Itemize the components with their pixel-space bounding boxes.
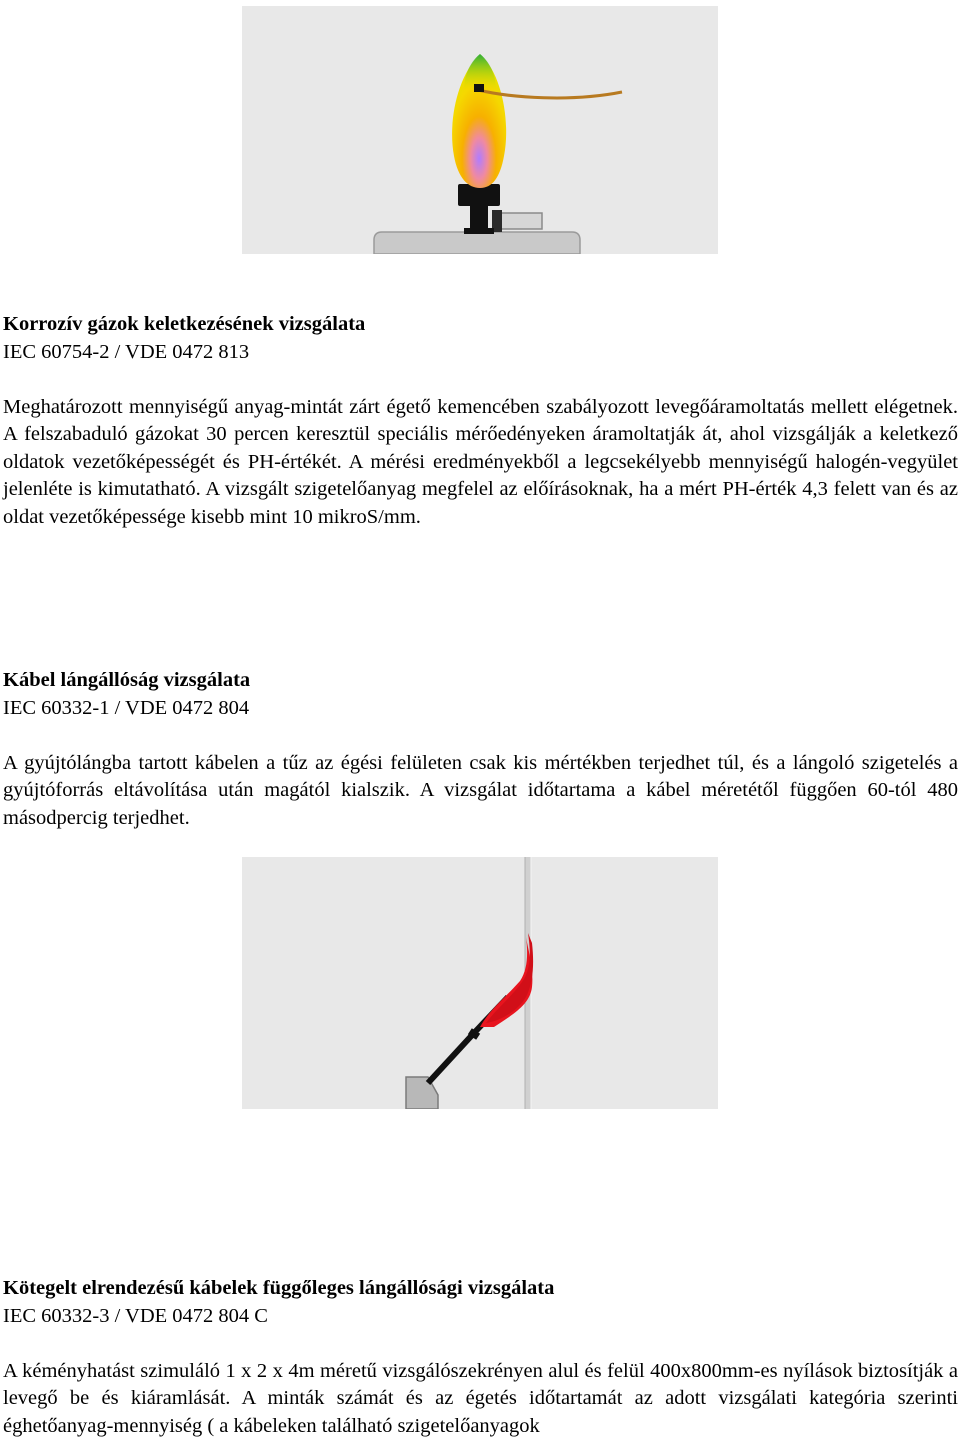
cable-flame-test-illustration [242,857,718,1109]
standard-reference: IEC 60754-2 / VDE 0472 813 [3,340,250,363]
section-cable-flame-resistance [3,667,958,832]
section-title: Kötegelt elrendezésű kábelek függőleges lángállósági vizsgálata [3,1277,555,1299]
section-corrosive-gases [3,311,958,531]
burner-flame-icon [242,6,718,254]
section-paragraph: Meghatározott mennyiségű anyag-mintát zárt égető kemencében szabályozott levegőáramoltatás mellett elégetnek. A felszabaduló gázokat 30 percen keresztül speciális mérőedényeken áramoltatják át, ahol vizsgálják a keletkező oldatok vezetőképességét és PH-értékét. A mérési eredményekből a legcsekélyebb mennyiségű halogén-vegyület jelenléte is kimutatható. A vizsgált szigetelőanyag megfelel az előírásoknak, ha a mért PH-érték 4,3 felett van és az oldat vezetőképessége kisebb mint 10 mikroS/mm. [3,395,958,528]
section-paragraph: A kéményhatást szimuláló 1 x 2 x 4m méretű vizsgálószekrényen alul és felül 400x800mm-es nyílások biztosítják a levegő be és kiáramlását. A minták számát és az égetés időtartamát az adott vizsgálati kategória szerinti éghetőanyag-mennyiség ( a kábeleken található szigetelőanyagok [3,1359,958,1437]
cable-flame-icon [242,857,718,1109]
section-title: Kábel lángállóság vizsgálata [3,669,251,691]
standard-reference: IEC 60332-3 / VDE 0472 804 C [3,1304,268,1327]
burner-flame-illustration [242,6,718,254]
section-paragraph: A gyújtólángba tartott kábelen a tűz az égési felületen csak kis mértékben terjedhet túl, és a lángoló szigetelés a gyújtóforrás eltávolítása után magától kialszik. A vizsgálat időtartama a kábel méretétől függően 60-tól 480 másodpercig terjedhet. [3,751,958,829]
section-title: Korrozív gázok keletkezésének vizsgálata [3,313,366,335]
section-bundled-cable-test [3,1275,958,1440]
standard-reference: IEC 60332-1 / VDE 0472 804 [3,696,250,719]
